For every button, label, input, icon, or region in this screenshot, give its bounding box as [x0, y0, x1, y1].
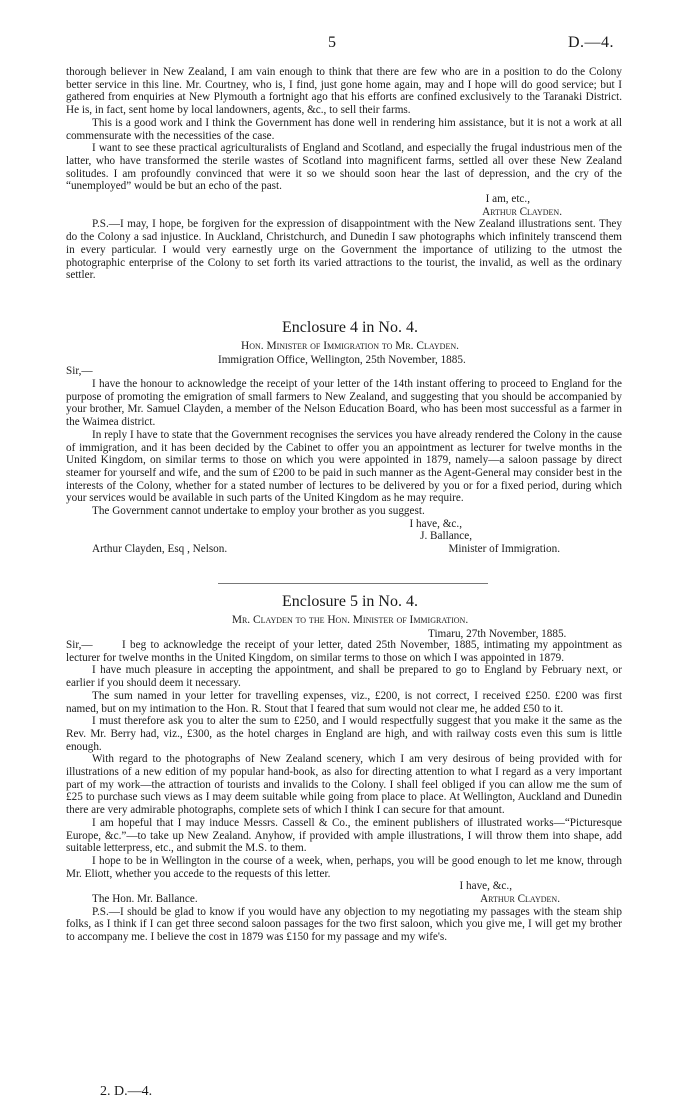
divider	[218, 583, 488, 584]
postscript: P.S.—I should be glad to know if you would have any objection to my negotiating my passages with the steam ship folks, as I think if I can get three second saloon passages for the two first saloon, which you give me, I will get my brother to accompany me. I believe the cost in 1879 was £150 for my passage and my wife's.	[66, 905, 622, 944]
document-reference: D.—4.	[568, 34, 615, 51]
letter-continuation	[66, 66, 622, 282]
paragraph: thorough believer in New Zealand, I am vain enough to think that there are few who are in a position to do the Colony better service in this line. Mr. Courtney, who is, I find, just gone home again, may and I hope will do good service; but I gathered from enquiries at New Plymouth a fortnight ago that his efforts are confined exclusively to the Taranaki District. He is, in fact, sent home by local landowners, agents, &c., to sell their farms.	[66, 66, 622, 117]
signature: Arthur Clayden.	[480, 893, 560, 906]
paragraph: I have much pleasure in accepting the appointment, and shall be prepared to go to England by February next, or earlier if you should deem it necessary.	[66, 664, 622, 690]
paragraph: In reply I have to state that the Government recognises the services you have already rendered the Colony in the cause of immigration, and it has been decided by the Cabinet to offer you an appointment as lecturer for twelve months in the United Kingdom, on similar terms to those on which you were appointed in 1879, namely—a saloon passage by direct steamer for yourself and wife, and the sum of £200 to be paid in such manner as the Agent-General may consider best in the interests of the Colony, whether for a stated number of lectures to be delivered by you or for a fixed period, during which your services would be available in such parts of the United Kingdom as he may require.	[66, 428, 622, 505]
paragraph: I have the honour to acknowledge the receipt of your letter of the 14th instant offering to proceed to England for the purpose of promoting the emigration of small farmers to New Zealand, and suggesting that you should be accompanied by your brother, Mr. Samuel Clayden, a member of the Nelson Education Board, who has been most successful as a farmer in the Waimea district.	[66, 378, 622, 429]
footer-page-reference: 2. D.—4.	[100, 1084, 153, 1099]
paragraph: I beg to acknowledge the receipt of your letter, dated 25th November, 1885, intimating my appointment as lecturer for twelve months in the United Kingdom, on similar terms to those on which I was appointed in 1879.	[66, 639, 622, 664]
signature: Arthur Clayden.	[482, 205, 562, 218]
paragraph: The Government cannot undertake to employ your brother as you suggest.	[92, 505, 425, 518]
enclosure-5-salutation: Sir,—	[66, 639, 93, 651]
page-number: 5	[328, 34, 336, 51]
closing: I have, &c.,	[459, 880, 512, 893]
paragraph: I must therefore ask you to alter the sum to £250, and I would respectfully suggest that you make it the same as the Rev. Mr. Berry had, viz., £300, as the hotel charges in England are high, and with railway costs even this sum is little enough.	[66, 715, 622, 753]
recipient-line	[66, 893, 622, 906]
paragraph: I want to see these practical agriculturalists of England and Scotland, and especially the frugal industrious men of the latter, who have transformed the sterile wastes of Scotland into magnificent farms, settled all over these New Zealand solitudes. I am profoundly convinced that were it so we should soon hear the last of depression, and the cry of the “unemployed” would be but an echo of the past.	[66, 142, 622, 193]
enclosure-4-dateline: Immigration Office, Wellington, 25th November, 1885.	[218, 354, 466, 366]
closing: I am, etc.,	[485, 193, 530, 206]
recipient-line	[66, 543, 622, 556]
paragraph: With regard to the photographs of New Zealand scenery, which I am very desirous of being provided with for illustrations of a new edition of my popular hand-book, as also for directing attention to what I regard as a very important part of my work—the attraction of tourists and invalids to the Colony. I shall feel obliged if you can allow me the sum of £25 to purchase such views as I may deem suitable while going from place to place. At Wellington, Auckland and Dunedin there are very admirable photographs, complete sets of which I think I can secure for that amount.	[66, 753, 622, 817]
postscript: P.S.—I may, I hope, be forgiven for the expression of disappointment with the New Zealand illustrations sent. They do the Colony a sad injustice. In Auckland, Christchurch, and Dunedin I saw photographs which infinitely transcend them in every particular. I would very earnestly urge on the Government the importance of utilizing to the utmost the photographic enterprise of the Colony to set forth its varied attractions to the tourist, the invalid, as well as the ordinary settler.	[66, 218, 622, 282]
paragraph: I am hopeful that I may induce Messrs. Cassell & Co., the eminent publishers of illustrated works—“Picturesque Europe, &c.”—to take up New Zealand. Anyhow, if provided with ample illustrations, I will throw them into shape, add suitable letterpress, etc., and submit the M.S. to them.	[66, 816, 622, 855]
enclosure-5-body	[66, 639, 622, 944]
enclosure-5-dateline: Timaru, 27th November, 1885.	[428, 628, 567, 640]
enclosure-5-title: Enclosure 5 in No. 4.	[282, 593, 418, 610]
paragraph: This is a good work and I think the Government has done well in rendering him assistance, but it is not a work at all commensurate with the necessities of the case.	[66, 116, 622, 142]
enclosure-4-body	[66, 378, 622, 556]
paragraph: The sum named in your letter for travelling expenses, viz., £200, is not correct, I received £250. £200 was first named, but on my intimation to the Hon. R. Stout that I feared that sum would not clear me, he added £50 to it.	[66, 689, 622, 715]
signature: J. Ballance,	[420, 530, 472, 543]
enclosure-4-title: Enclosure 4 in No. 4.	[282, 319, 418, 336]
enclosure-4-salutation: Sir,—	[66, 365, 93, 377]
closing: I have, &c.,	[409, 517, 462, 530]
enclosure-5-subtitle: Mr. Clayden to the Hon. Minister of Immigration.	[231, 614, 469, 626]
recipient: Arthur Clayden, Esq , Nelson.	[92, 543, 228, 556]
enclosure-4-subtitle: Hon. Minister of Immigration to Mr. Clayden.	[241, 340, 459, 352]
signer-title: Minister of Immigration.	[448, 543, 560, 556]
recipient: The Hon. Mr. Ballance.	[92, 893, 198, 906]
paragraph: I hope to be in Wellington in the course of a week, when, perhaps, you will be good enough to let me know, through Mr. Eliott, whether you accede to the requests of this letter.	[66, 854, 622, 880]
